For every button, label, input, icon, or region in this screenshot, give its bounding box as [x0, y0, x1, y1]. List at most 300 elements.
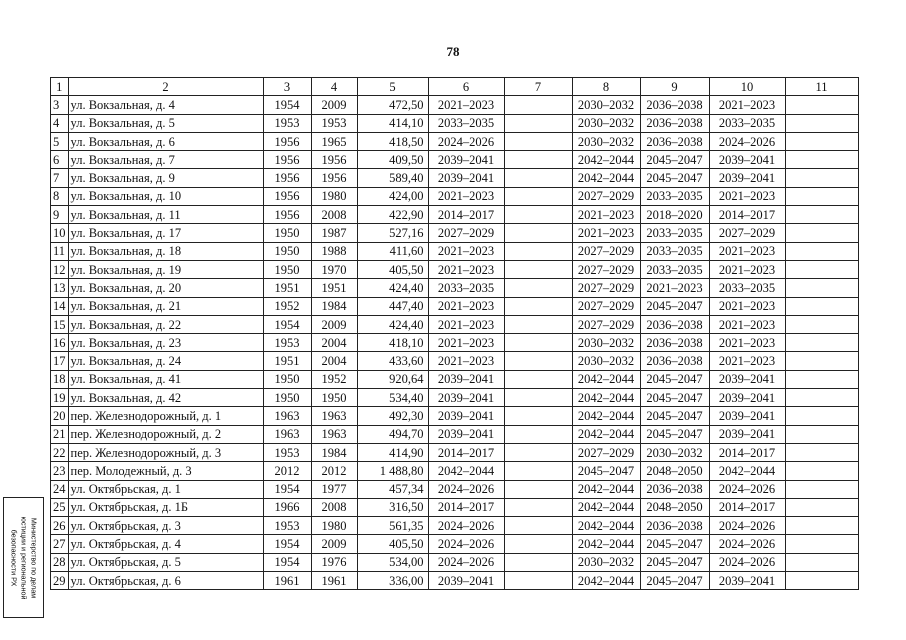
- period-e-cell: 2039–2041: [709, 407, 785, 425]
- period-c-cell: 2027–2029: [572, 242, 640, 260]
- area-cell: 589,40: [357, 169, 428, 187]
- column-header: 9: [640, 78, 709, 96]
- period-c-cell: 2042–2044: [572, 480, 640, 498]
- period-e-cell: 2021–2023: [709, 260, 785, 278]
- period-f-cell: [785, 370, 858, 388]
- table-row: [51, 114, 859, 132]
- year-renovated-cell: 2004: [311, 334, 357, 352]
- period-e-cell: 2033–2035: [709, 279, 785, 297]
- column-header: 3: [263, 78, 311, 96]
- row-number-cell: 16: [51, 334, 69, 352]
- period-d-cell: 2045–2047: [640, 370, 709, 388]
- year-built-cell: 1963: [263, 425, 311, 443]
- period-d-cell: 2036–2038: [640, 315, 709, 333]
- address-cell: ул. Вокзальная, д. 20: [68, 279, 263, 297]
- period-d-cell: 2045–2047: [640, 535, 709, 553]
- year-renovated-cell: 1987: [311, 224, 357, 242]
- year-renovated-cell: 2004: [311, 352, 357, 370]
- row-number-cell: 7: [51, 169, 69, 187]
- address-cell: ул. Вокзальная, д. 21: [68, 297, 263, 315]
- period-b-cell: [504, 334, 572, 352]
- year-built-cell: 1954: [263, 96, 311, 114]
- address-cell: ул. Вокзальная, д. 6: [68, 132, 263, 150]
- period-f-cell: [785, 260, 858, 278]
- period-e-cell: 2042–2044: [709, 462, 785, 480]
- address-cell: ул. Октябрьская, д. 1: [68, 480, 263, 498]
- row-number-cell: 24: [51, 480, 69, 498]
- year-built-cell: 1950: [263, 389, 311, 407]
- period-a-cell: 2024–2026: [428, 132, 504, 150]
- row-number-cell: 25: [51, 498, 69, 516]
- table-row: [51, 169, 859, 187]
- period-c-cell: 2030–2032: [572, 553, 640, 571]
- year-renovated-cell: 2008: [311, 206, 357, 224]
- column-header: 1: [51, 78, 69, 96]
- period-d-cell: 2036–2038: [640, 96, 709, 114]
- table-row: [51, 425, 859, 443]
- period-e-cell: 2021–2023: [709, 352, 785, 370]
- year-renovated-cell: 2009: [311, 315, 357, 333]
- period-e-cell: 2027–2029: [709, 224, 785, 242]
- period-a-cell: 2039–2041: [428, 572, 504, 590]
- table-row: [51, 224, 859, 242]
- period-c-cell: 2027–2029: [572, 443, 640, 461]
- period-c-cell: 2042–2044: [572, 169, 640, 187]
- year-built-cell: 1956: [263, 206, 311, 224]
- period-f-cell: [785, 480, 858, 498]
- area-cell: 527,16: [357, 224, 428, 242]
- period-a-cell: 2033–2035: [428, 114, 504, 132]
- period-c-cell: 2042–2044: [572, 407, 640, 425]
- header-row: [51, 78, 859, 96]
- period-e-cell: 2021–2023: [709, 96, 785, 114]
- table-row: [51, 370, 859, 388]
- area-cell: 492,30: [357, 407, 428, 425]
- address-cell: ул. Октябрьская, д. 5: [68, 553, 263, 571]
- period-d-cell: 2045–2047: [640, 389, 709, 407]
- area-cell: 534,00: [357, 553, 428, 571]
- period-a-cell: 2024–2026: [428, 535, 504, 553]
- year-built-cell: 1956: [263, 132, 311, 150]
- year-renovated-cell: 2012: [311, 462, 357, 480]
- period-d-cell: 2045–2047: [640, 297, 709, 315]
- table-row: [51, 260, 859, 278]
- period-f-cell: [785, 389, 858, 407]
- period-a-cell: 2042–2044: [428, 462, 504, 480]
- area-cell: 534,40: [357, 389, 428, 407]
- period-e-cell: 2014–2017: [709, 498, 785, 516]
- period-c-cell: 2021–2023: [572, 206, 640, 224]
- period-b-cell: [504, 297, 572, 315]
- year-renovated-cell: 1961: [311, 572, 357, 590]
- address-cell: пер. Железнодорожный, д. 3: [68, 443, 263, 461]
- period-b-cell: [504, 572, 572, 590]
- year-renovated-cell: 1988: [311, 242, 357, 260]
- period-a-cell: 2014–2017: [428, 443, 504, 461]
- period-c-cell: 2021–2023: [572, 224, 640, 242]
- address-cell: ул. Вокзальная, д. 11: [68, 206, 263, 224]
- period-f-cell: [785, 279, 858, 297]
- row-number-cell: 22: [51, 443, 69, 461]
- period-b-cell: [504, 315, 572, 333]
- period-c-cell: 2042–2044: [572, 535, 640, 553]
- period-c-cell: 2042–2044: [572, 389, 640, 407]
- period-a-cell: 2039–2041: [428, 389, 504, 407]
- column-header: 11: [785, 78, 858, 96]
- housing-register-table: [50, 77, 859, 590]
- area-cell: 920,64: [357, 370, 428, 388]
- address-cell: ул. Октябрьская, д. 4: [68, 535, 263, 553]
- year-built-cell: 1954: [263, 315, 311, 333]
- period-f-cell: [785, 206, 858, 224]
- period-a-cell: 2024–2026: [428, 553, 504, 571]
- period-c-cell: 2027–2029: [572, 187, 640, 205]
- year-renovated-cell: 1952: [311, 370, 357, 388]
- address-cell: ул. Вокзальная, д. 24: [68, 352, 263, 370]
- period-a-cell: 2014–2017: [428, 206, 504, 224]
- period-e-cell: 2024–2026: [709, 132, 785, 150]
- row-number-cell: 10: [51, 224, 69, 242]
- year-renovated-cell: 2008: [311, 498, 357, 516]
- period-e-cell: 2021–2023: [709, 242, 785, 260]
- table-row: [51, 334, 859, 352]
- year-renovated-cell: 1984: [311, 443, 357, 461]
- address-cell: пер. Железнодорожный, д. 1: [68, 407, 263, 425]
- row-number-cell: 21: [51, 425, 69, 443]
- table-row: [51, 279, 859, 297]
- area-cell: 414,90: [357, 443, 428, 461]
- area-cell: 405,50: [357, 260, 428, 278]
- period-a-cell: 2021–2023: [428, 187, 504, 205]
- year-built-cell: 1954: [263, 480, 311, 498]
- area-cell: 494,70: [357, 425, 428, 443]
- row-number-cell: 23: [51, 462, 69, 480]
- period-d-cell: 2045–2047: [640, 572, 709, 590]
- year-built-cell: 1953: [263, 334, 311, 352]
- year-built-cell: 1953: [263, 517, 311, 535]
- area-cell: 316,50: [357, 498, 428, 516]
- year-renovated-cell: 1984: [311, 297, 357, 315]
- year-renovated-cell: 1950: [311, 389, 357, 407]
- period-e-cell: 2021–2023: [709, 297, 785, 315]
- year-built-cell: 1961: [263, 572, 311, 590]
- year-renovated-cell: 2009: [311, 96, 357, 114]
- period-a-cell: 2024–2026: [428, 480, 504, 498]
- column-header: 2: [68, 78, 263, 96]
- period-a-cell: 2024–2026: [428, 517, 504, 535]
- table-row: [51, 535, 859, 553]
- area-cell: 405,50: [357, 535, 428, 553]
- period-b-cell: [504, 114, 572, 132]
- year-built-cell: 1956: [263, 169, 311, 187]
- period-c-cell: 2027–2029: [572, 297, 640, 315]
- period-e-cell: 2021–2023: [709, 334, 785, 352]
- period-d-cell: 2045–2047: [640, 425, 709, 443]
- period-a-cell: 2021–2023: [428, 260, 504, 278]
- area-cell: 424,40: [357, 315, 428, 333]
- table-row: [51, 553, 859, 571]
- period-b-cell: [504, 224, 572, 242]
- address-cell: ул. Вокзальная, д. 19: [68, 260, 263, 278]
- row-number-cell: 18: [51, 370, 69, 388]
- period-d-cell: 2045–2047: [640, 151, 709, 169]
- period-a-cell: 2039–2041: [428, 169, 504, 187]
- area-cell: 414,10: [357, 114, 428, 132]
- period-d-cell: 2036–2038: [640, 334, 709, 352]
- table-row: [51, 352, 859, 370]
- period-b-cell: [504, 389, 572, 407]
- table-body: [51, 78, 859, 590]
- period-e-cell: 2014–2017: [709, 206, 785, 224]
- year-renovated-cell: 1980: [311, 517, 357, 535]
- year-renovated-cell: 1980: [311, 187, 357, 205]
- period-d-cell: 2033–2035: [640, 260, 709, 278]
- area-cell: 418,50: [357, 132, 428, 150]
- period-d-cell: 2048–2050: [640, 462, 709, 480]
- period-a-cell: 2027–2029: [428, 224, 504, 242]
- stamp-text: [9, 516, 39, 599]
- year-built-cell: 1952: [263, 297, 311, 315]
- period-f-cell: [785, 96, 858, 114]
- period-a-cell: 2021–2023: [428, 315, 504, 333]
- period-f-cell: [785, 498, 858, 516]
- period-d-cell: 2036–2038: [640, 114, 709, 132]
- period-a-cell: 2021–2023: [428, 96, 504, 114]
- area-cell: 424,00: [357, 187, 428, 205]
- period-f-cell: [785, 443, 858, 461]
- row-number-cell: 9: [51, 206, 69, 224]
- registration-stamp: [3, 497, 44, 618]
- period-f-cell: [785, 334, 858, 352]
- year-built-cell: 1966: [263, 498, 311, 516]
- period-b-cell: [504, 443, 572, 461]
- year-built-cell: 1950: [263, 370, 311, 388]
- row-number-cell: 14: [51, 297, 69, 315]
- period-a-cell: 2039–2041: [428, 151, 504, 169]
- table-row: [51, 480, 859, 498]
- address-cell: ул. Вокзальная, д. 41: [68, 370, 263, 388]
- period-d-cell: 2045–2047: [640, 553, 709, 571]
- period-f-cell: [785, 132, 858, 150]
- row-number-cell: 8: [51, 187, 69, 205]
- period-c-cell: 2027–2029: [572, 260, 640, 278]
- period-c-cell: 2042–2044: [572, 517, 640, 535]
- period-a-cell: 2033–2035: [428, 279, 504, 297]
- period-b-cell: [504, 96, 572, 114]
- table-row: [51, 498, 859, 516]
- row-number-cell: 20: [51, 407, 69, 425]
- period-c-cell: 2027–2029: [572, 279, 640, 297]
- table-row: [51, 96, 859, 114]
- period-c-cell: 2030–2032: [572, 114, 640, 132]
- year-built-cell: 1956: [263, 151, 311, 169]
- address-cell: ул. Вокзальная, д. 17: [68, 224, 263, 242]
- period-a-cell: 2039–2041: [428, 425, 504, 443]
- period-d-cell: 2036–2038: [640, 480, 709, 498]
- year-built-cell: 2012: [263, 462, 311, 480]
- table-row: [51, 462, 859, 480]
- period-d-cell: 2036–2038: [640, 352, 709, 370]
- year-renovated-cell: 1963: [311, 425, 357, 443]
- year-built-cell: 1963: [263, 407, 311, 425]
- table-row: [51, 443, 859, 461]
- period-b-cell: [504, 242, 572, 260]
- period-b-cell: [504, 206, 572, 224]
- row-number-cell: 13: [51, 279, 69, 297]
- column-header: 4: [311, 78, 357, 96]
- stamp-line: Министерство по делам: [29, 517, 39, 598]
- period-b-cell: [504, 517, 572, 535]
- period-f-cell: [785, 553, 858, 571]
- address-cell: пер. Молодежный, д. 3: [68, 462, 263, 480]
- year-built-cell: 1954: [263, 553, 311, 571]
- period-f-cell: [785, 462, 858, 480]
- period-f-cell: [785, 517, 858, 535]
- row-number-cell: 12: [51, 260, 69, 278]
- row-number-cell: 4: [51, 114, 69, 132]
- address-cell: ул. Вокзальная, д. 9: [68, 169, 263, 187]
- area-cell: 1 488,80: [357, 462, 428, 480]
- period-d-cell: 2033–2035: [640, 187, 709, 205]
- year-renovated-cell: 1977: [311, 480, 357, 498]
- row-number-cell: 26: [51, 517, 69, 535]
- column-header: 6: [428, 78, 504, 96]
- period-b-cell: [504, 132, 572, 150]
- period-e-cell: 2033–2035: [709, 114, 785, 132]
- area-cell: 409,50: [357, 151, 428, 169]
- period-a-cell: 2021–2023: [428, 334, 504, 352]
- row-number-cell: 19: [51, 389, 69, 407]
- period-f-cell: [785, 114, 858, 132]
- period-e-cell: 2039–2041: [709, 389, 785, 407]
- page-number: 78: [446, 44, 460, 59]
- period-b-cell: [504, 407, 572, 425]
- period-a-cell: 2021–2023: [428, 242, 504, 260]
- table-row: [51, 151, 859, 169]
- year-renovated-cell: 1963: [311, 407, 357, 425]
- address-cell: ул. Октябрьская, д. 3: [68, 517, 263, 535]
- period-d-cell: 2033–2035: [640, 224, 709, 242]
- period-d-cell: 2018–2020: [640, 206, 709, 224]
- area-cell: 422,90: [357, 206, 428, 224]
- year-renovated-cell: 1976: [311, 553, 357, 571]
- period-f-cell: [785, 224, 858, 242]
- row-number-cell: 15: [51, 315, 69, 333]
- period-f-cell: [785, 407, 858, 425]
- table-row: [51, 187, 859, 205]
- period-f-cell: [785, 572, 858, 590]
- year-built-cell: 1951: [263, 352, 311, 370]
- row-number-cell: 17: [51, 352, 69, 370]
- year-renovated-cell: 2009: [311, 535, 357, 553]
- table-row: [51, 315, 859, 333]
- stamp-line: юстиции и региональной: [19, 516, 29, 599]
- period-e-cell: 2039–2041: [709, 572, 785, 590]
- period-c-cell: 2042–2044: [572, 151, 640, 169]
- column-header: 10: [709, 78, 785, 96]
- period-f-cell: [785, 242, 858, 260]
- stamp-line: безопасности РХ: [9, 529, 19, 586]
- address-cell: ул. Вокзальная, д. 4: [68, 96, 263, 114]
- period-e-cell: 2024–2026: [709, 553, 785, 571]
- period-c-cell: 2042–2044: [572, 425, 640, 443]
- row-number-cell: 5: [51, 132, 69, 150]
- table-row: [51, 407, 859, 425]
- period-b-cell: [504, 260, 572, 278]
- period-f-cell: [785, 297, 858, 315]
- period-c-cell: 2030–2032: [572, 132, 640, 150]
- period-d-cell: 2030–2032: [640, 443, 709, 461]
- period-b-cell: [504, 535, 572, 553]
- year-renovated-cell: 1970: [311, 260, 357, 278]
- address-cell: ул. Вокзальная, д. 42: [68, 389, 263, 407]
- area-cell: 472,50: [357, 96, 428, 114]
- period-b-cell: [504, 370, 572, 388]
- area-cell: 433,60: [357, 352, 428, 370]
- period-e-cell: 2024–2026: [709, 480, 785, 498]
- column-header: 7: [504, 78, 572, 96]
- table-row: [51, 206, 859, 224]
- year-built-cell: 1950: [263, 242, 311, 260]
- period-c-cell: 2030–2032: [572, 96, 640, 114]
- year-built-cell: 1953: [263, 114, 311, 132]
- area-cell: 447,40: [357, 297, 428, 315]
- year-renovated-cell: 1965: [311, 132, 357, 150]
- period-b-cell: [504, 462, 572, 480]
- period-f-cell: [785, 535, 858, 553]
- period-d-cell: 2036–2038: [640, 517, 709, 535]
- period-e-cell: 2039–2041: [709, 370, 785, 388]
- column-header: 8: [572, 78, 640, 96]
- period-a-cell: 2039–2041: [428, 370, 504, 388]
- period-b-cell: [504, 480, 572, 498]
- period-e-cell: 2024–2026: [709, 517, 785, 535]
- table-row: [51, 572, 859, 590]
- period-c-cell: 2030–2032: [572, 334, 640, 352]
- area-cell: 457,34: [357, 480, 428, 498]
- column-header: 5: [357, 78, 428, 96]
- address-cell: ул. Вокзальная, д. 7: [68, 151, 263, 169]
- row-number-cell: 3: [51, 96, 69, 114]
- area-cell: 561,35: [357, 517, 428, 535]
- year-built-cell: 1956: [263, 187, 311, 205]
- period-f-cell: [785, 187, 858, 205]
- address-cell: ул. Вокзальная, д. 10: [68, 187, 263, 205]
- period-f-cell: [785, 425, 858, 443]
- year-built-cell: 1950: [263, 224, 311, 242]
- row-number-cell: 11: [51, 242, 69, 260]
- address-cell: ул. Вокзальная, д. 22: [68, 315, 263, 333]
- area-cell: 411,60: [357, 242, 428, 260]
- period-b-cell: [504, 169, 572, 187]
- table-row: [51, 389, 859, 407]
- year-renovated-cell: 1953: [311, 114, 357, 132]
- period-a-cell: 2039–2041: [428, 407, 504, 425]
- period-c-cell: 2027–2029: [572, 315, 640, 333]
- period-f-cell: [785, 169, 858, 187]
- period-b-cell: [504, 553, 572, 571]
- address-cell: ул. Октябрьская, д. 6: [68, 572, 263, 590]
- table-row: [51, 517, 859, 535]
- table-row: [51, 132, 859, 150]
- year-built-cell: 1951: [263, 279, 311, 297]
- year-built-cell: 1953: [263, 443, 311, 461]
- address-cell: ул. Вокзальная, д. 23: [68, 334, 263, 352]
- period-d-cell: 2033–2035: [640, 242, 709, 260]
- area-cell: 418,10: [357, 334, 428, 352]
- period-d-cell: 2048–2050: [640, 498, 709, 516]
- period-b-cell: [504, 279, 572, 297]
